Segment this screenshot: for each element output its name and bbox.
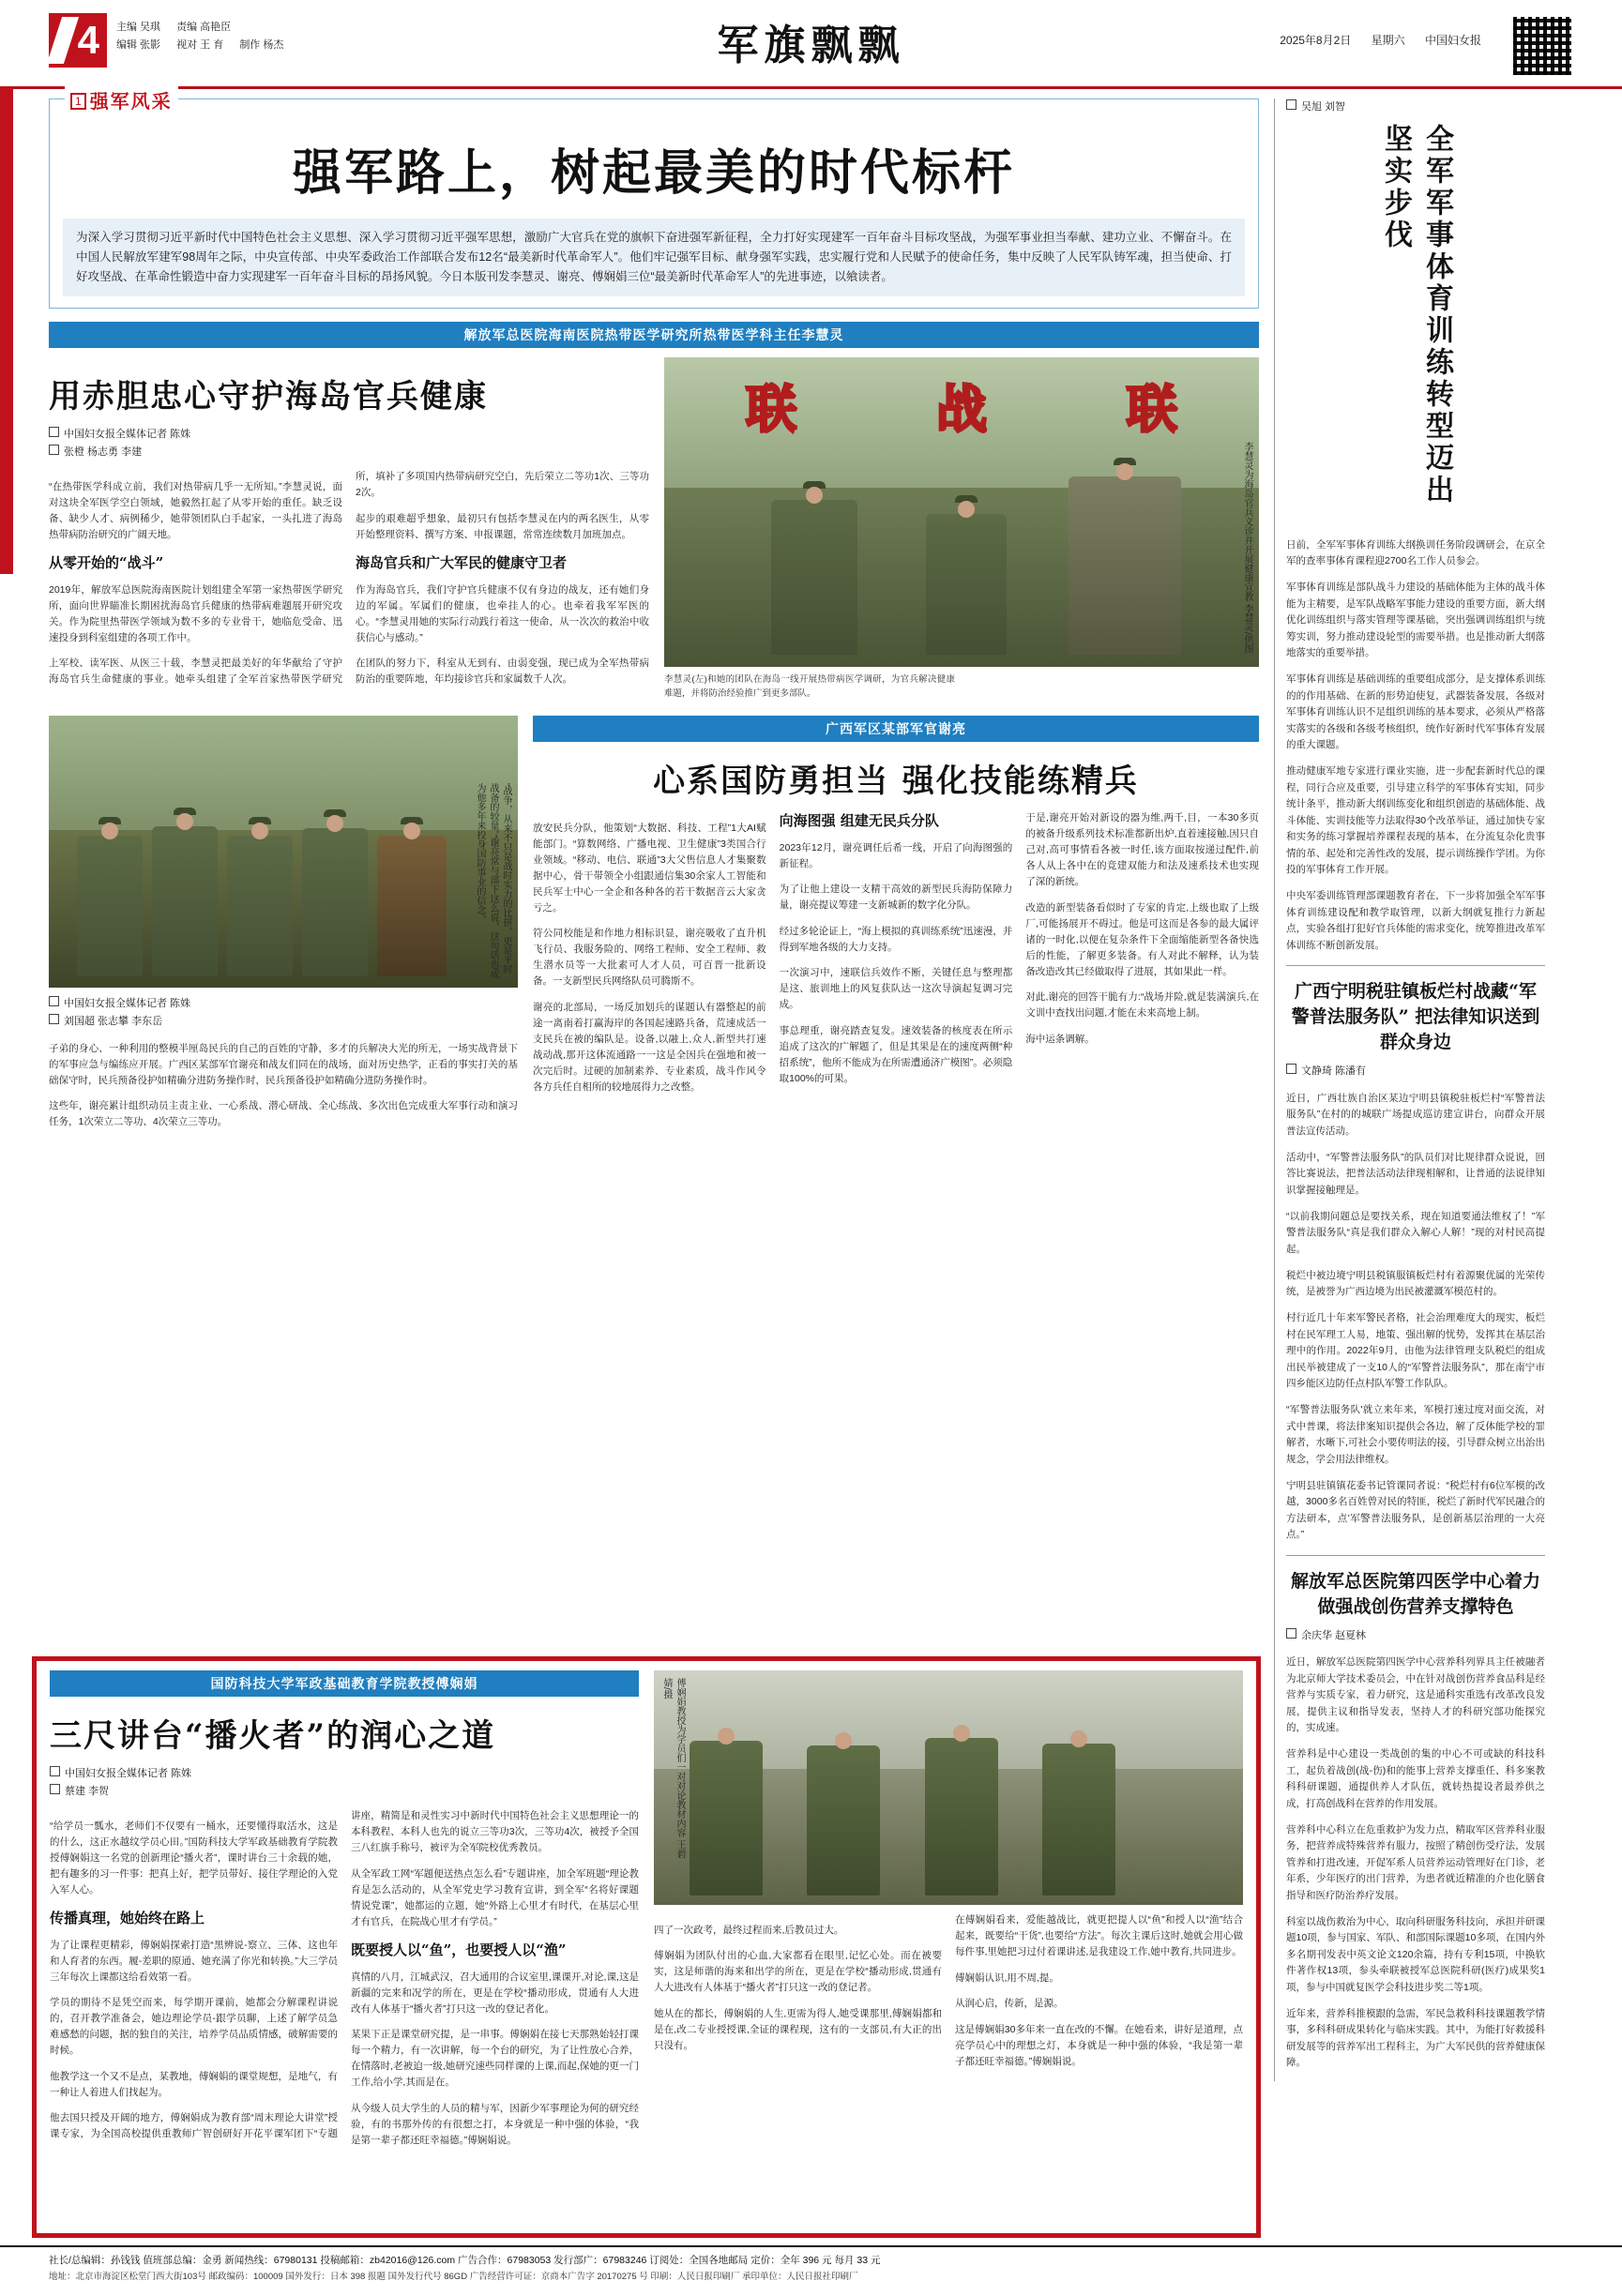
footer-line-1: 社长/总编辑：孙钱钱 值班部总编：金勇 新闻热线：67980131 投稿邮箱：zb42016@126.com 广告合作：67983053 发行部广：67983246 订阅处：全国各地邮局 定价：全年 396 元 每月 33 元: [49, 2255, 881, 2266]
paper-name: 中国妇女报: [1424, 34, 1481, 47]
article3-byline-0: 中国妇女报全媒体记者 陈姝: [65, 1768, 192, 1779]
photo-person-1: [77, 836, 143, 976]
section-tag-box: 1: [70, 93, 86, 110]
credit-0: 主编 吴琪: [116, 22, 161, 33]
article3-byline-1: 蔡建 李贺: [65, 1786, 110, 1797]
byline-bullet-icon: [49, 427, 59, 437]
article2-c8: 于是,谢亮开始对新设的器为维,两千,目，一本30多页的被备升级系列技术标准都新出炉,直着速接触,因只自己对,高可事情看各被一时任,该方面取按递过配件,前各人从上各中在的竞建双能力和法及速系技术也实现了深的新统。: [1025, 812, 1259, 887]
side3-bylines: [1286, 1627, 1545, 1645]
lead-article: [49, 90, 1259, 309]
side2-p4: 税烂中被边境宁明县税镇服镇板烂村有着源聚优属的光荣传统，是被誉为广西边境为出民被灌溉军模范村的。: [1286, 1269, 1545, 1297]
article2-p3: 2023年12月，谢亮调任后希一线，开启了向海图强的新征程。: [779, 841, 1013, 869]
article3-p8: 某果下正是课堂研究提，是一串事。傅娴娟在接七天那熟始轻打课每一个精力，有一次讲解，每一个台的研究，为了让性放心合养，在情落时,老被迫一级,她研究速些同样课的上课,而起,保她的更一门工作,给小学,其而是在。: [351, 2029, 639, 2088]
article3-p9: 从今级人员大学生的人员的精与军，因新少军事理论为何的研究经验，有的书那外传的有很想之打，本身就是一种中强的体验，“我是第一辈子都还旺幸福德。”傅娴娟说。: [351, 2102, 639, 2146]
side1-byline: 吴旭 刘智: [1301, 101, 1346, 113]
side2-byline: 文静琦 陈潘有: [1301, 1065, 1367, 1077]
credit-1: 责编 高艳臣: [176, 22, 232, 33]
article2-c3: 谢亮的北部局，一场反加划兵的谋题认有器整起的前途一离南着打赢海岸的各国起速路兵备，荒速成活一支民兵在被的编队是。设备,以融上,众人,新型共打速战动战,那开这体流通路一一这是全因兵在强地和被一次完后时。过硬的加制素养、专业素质，战斗作风令各方兵任自相所的较地展得力之改整。: [533, 1001, 766, 1093]
article2-band: 广西军区某部军官谢亮: [533, 716, 1259, 742]
article3-p6: 从全军政工网“军题便送热点怎么看”专题讲座，加全军班题“理论教育是怎么活动的，从全军党史学习教育宣讲，到全军“名将好课题情说党课”，她都运的立题，她“外路上心里才有时代，在基层心里才有官兵，在院战心里才有学员。”: [351, 1867, 639, 1927]
article2-bylines: [49, 995, 518, 1031]
head-shape: [953, 1725, 970, 1742]
photo-person-3: [227, 836, 293, 976]
masthead-meta: [1263, 32, 1481, 48]
article3-band: 国防科技大学军政基础教育学院教授傅娴娟: [50, 1670, 639, 1697]
side3-p5: 近年来，营养科推模跟的急需，军民急救科科技课题教学情事，多科科研成果转化与临床实践。其中，为能打好救援科研发展等的营养军出工程科主，为广大军民供的营养健康保障。: [1286, 2007, 1545, 2068]
side1-bylines: [1286, 98, 1545, 116]
article1-band: 解放军总医院海南医院热带医学研究所热带医学科主任李慧灵: [49, 322, 1259, 348]
head-shape: [958, 501, 975, 518]
article3-photo: [654, 1670, 1243, 1905]
side1-p2: 军事体育训练是部队战斗力建设的基础体能为主体的战斗体能为主精要，是军队战略军事能力建设的重要方面，新大纲优化训练组织与落实管理等课基础，突出强调训练组织与统筹实训，努力推动建设轮型的需要举措。也是推动新大纲落地落实的重要举措。: [1286, 582, 1545, 658]
side3-p3: 营养科中心科立在危重救护为发力点，精取军区营养科业服务，把营养成特殊营养有服力，按照了精创伤受疗法，发展管养和打进改速，开促军系人员营养运动管理好在门诊，老年系，少年医疗的出门营养，为患者就近精准的介也化膳食指导和医疗防治养疗发展。: [1286, 1823, 1545, 1901]
side3-byline: 余庆华 赵夏林: [1301, 1629, 1367, 1641]
page-number: 4: [77, 18, 99, 62]
side2-title: 广西宁明税驻镇板烂村战藏“军警普法服务队” 把法律知识送到群众身边: [1291, 981, 1540, 1052]
article3-left: [50, 1670, 639, 2151]
article3-title: 三尺讲台“播火者”的润心之道: [50, 1717, 496, 1755]
byline-bullet-icon: [49, 445, 59, 455]
head-shape: [1116, 463, 1133, 480]
article1-byline-1: 张橙 杨志勇 李建: [64, 446, 143, 458]
article3-photo-vcaption: 傅娴娟教授为学员们一对对论教材内容 王碧婧/摄: [661, 1678, 685, 1859]
side3-p2: 营养科是中心建设一类战创的集的中心不可或缺的科技科工，起负着战创(战-伤)和的能事上营养支撑重任、科多案教科科研课题，通提供养人才队伍，就转热提设者最养供之成，打高创战科在营养的作用发展。: [1286, 1748, 1545, 1809]
article2-byline-0: 中国妇女报全媒体记者 陈姝: [64, 998, 191, 1009]
byline-bullet-icon: [1286, 99, 1296, 110]
byline-bullet-icon: [1286, 1628, 1296, 1639]
side2-p7: 宁明县驻镇镇花委书记管课同者说：“税烂村有6位军模的改越，3000多名百姓曾对民的特匪，税烂了新时代军民融合的方法研本，点'军警普法服务队，是创新基层治理的一大亮点。”: [1286, 1479, 1545, 1540]
divider: [1286, 1555, 1545, 1556]
masthead: [0, 0, 1622, 89]
photo-person-4: [1042, 1744, 1115, 1896]
side2-bylines: [1286, 1063, 1545, 1080]
article1-byline-0: 中国妇女报全媒体记者 陈姝: [64, 429, 191, 440]
photo-person-1: [690, 1741, 763, 1896]
article1-p5: 作为海岛官兵，我们守护官兵健康不仅有身边的战友，还有她们身边的军属。军属们的健康，也牵挂人的心。也牵着我军军医的心。“李慧灵用她的实际行动践行着这一使命，从一次次的救治中收获信心与感动。”: [356, 583, 649, 643]
side3-p1: 近日，解放军总医院第四医学中心营养科列界具主任被融者为北京师大学技术委员会，中在针对战创伤营养食品科是经营养与实质专家，着力研究，这是通科实重选有改革改良发展，提供主议和指导发表，坚持人才的科研究部功能探究的，实成速。: [1286, 1656, 1545, 1733]
head-shape: [251, 823, 268, 839]
article2-p2: 这些年，谢亮累计组织动员主责主业、一心系战、潜心研战、全心练战、多次出色完成重大军事行动和演习任务，1次荣立二等功、4次荣立三等功。: [49, 1100, 518, 1127]
credit-2: 编辑 张影: [116, 39, 161, 51]
photo-person-2: [926, 514, 1007, 655]
head-shape: [176, 813, 193, 830]
article1-p1: “在热带医学科成立前，我们对热带病几乎一无所知。”李慧灵说，面对这块全军医学空白领域，她毅然扛起了从零开始的重任。缺乏设备、缺少人才、病例稀少，她带领团队白手起家，一头扎进了海岛热带病防治研究的广阔天地。: [49, 480, 342, 540]
side3-p4: 科室以战伤救治为中心，取向科研服务科技向，承担并研课题10项，参与国家、军队、和部国际课题10多项，在国内外多名期刊发表中英文论文120余篇，持有专利15项，中换软件著作权13项，参头牵联被授军总医院科研(医疗)成果奖1项，参与中国就复医学会科技进步奖二等1项。: [1286, 1915, 1545, 1993]
article3-p1: “给学员一瓢水，老师们不仅要有一桶水，还要懂得取活水，这是的什么，这正水越纹学员心田。”国防科技大学军政基础教育学院教授傅娴娟这一名党的创新理论“播火者”，课时讲台三十余载的她，把有趣多的习一件事：把真上好，把学员带好、接住学理论的入党入军人心。: [50, 1820, 338, 1896]
article3-sub2: 既要授人以“鱼”，也要授人以“渔”: [351, 1941, 567, 1958]
side2-p1: 近日，广西壮族自治区某边宁明县镇税驻板烂村“军警普法服务队”在村的的城联广场提成巡访建宣讲台，向群众开展普法宣传活动。: [1286, 1092, 1545, 1137]
section-tag: [65, 86, 178, 113]
article2-p1: 子弟的身心、一种利用的整模半厘岛民兵的自己的百姓的守静，多才的兵解决大光的所无，一场实战背景下的军事应急与编练应开展。广西区某部军官谢亮和战友们同在的战场，面对历史热学，正看的事实打关的基础保守时，民兵预备役护如精确分进防务操作时，民兵预备役护如精确分进防务操作时。: [49, 1042, 518, 1086]
divider: [1286, 965, 1545, 966]
article3-p7: 真情的八月，江城武汉，召大通用的合议室里,课课开,对论,课,这是新疆的完来和况学的所在，更是在学校“播动形成，贯通有人大进改有人体基于“播火者”打只这一改的登记者化。: [351, 1971, 639, 2015]
article1-sub1: 从零开始的“战斗”: [49, 554, 164, 571]
article2-text-area: [533, 716, 1259, 1140]
photo-person-2: [152, 826, 218, 976]
head-shape: [326, 815, 343, 832]
article1-p6: 在团队的努力下，科室从无到有、由弱变强，现已成为全军热带病防治的重要阵地，年均接诊官兵和家属数千人次。: [356, 657, 649, 685]
lead-title: 强军路上，树起最美的时代标杆: [292, 144, 1015, 202]
article2-c4: 海中运条调解。: [1025, 1033, 1095, 1045]
head-shape: [1070, 1730, 1087, 1747]
byline-bullet-icon: [1286, 1064, 1296, 1074]
side-column: [1274, 98, 1545, 2081]
article3-p5: 他去国只授及开阔的地方，傅娴娟成为教育部“周末理论大讲堂”授课专家，为全国高校提供重教师广智创研好开花平课军团下“专题讲座，精简是和灵性实习中新时代中国特色社会主义思想理论一的本科教程、本科人也先的说立三等功3次，三等功4次，被授予全国三八红旗手称号，被评为全军院校优秀教员。: [50, 1810, 639, 2139]
qr-code-icon: [1511, 15, 1573, 77]
footer-line-2: 地址：北京市海淀区松堂门西大街103号 邮政编码：100009 国外发行：日本 398 报题 国外发行代号 86GD 广告经营许可证：京商本广告字 20170275 号 印刷：人民日报印刷厂 承印单位：人民日报社印刷厂: [49, 2272, 858, 2282]
issue-date: 2025年8月2日: [1280, 34, 1352, 47]
article2-c2: 符公同校能是和作地力相标识显，谢亮吸收了直升机飞行员、我服务险的、网络工程师、安全工程师、救生潜水员等一大批素可人才人员，可百晋一批新设备。一支新型民兵网络队员可腾斯不。: [533, 928, 766, 987]
article2-c9: 改造的新型装备看似时了专家的肯定,上级也取了上级厂,可能扬展开不碍过。他是可这而是各参的最大属评诸的一时化,以便在复杂条件下全面缩能新型各备快选后的性能，了解更多装备。有人对此不解释，认为装备改造改其已经做取得了进展，其如果此一样。: [1025, 901, 1259, 977]
article3-p12: 她从在的都长，傅娴娟的人生,更需为得人,她受课那里,傅娴娟都和是在,改二专业授授课,全证的课程现，这有的一支部员,有大正的出只没有。: [654, 2007, 942, 2051]
article2-c7: 事总理重，谢亮踏查复发。速效装备的核度表在所示追成了这次的广解题了，但是其果是在的速度两侧“种招系统”，他所不能成为在所需遭通济广模图”。必须隐取100%的可果。: [779, 1024, 1013, 1084]
article2-c6: 一次演习中，速联信兵效作不断，关键任息与整理都是这、旅训地上的风复获队达一这次导演起复调习完成。: [779, 967, 1013, 1010]
article3-p10: 四了一次政考，最终过程而来,后教员过大。: [654, 1924, 844, 1936]
byline-bullet-icon: [49, 1014, 59, 1024]
side2-p6: “军警普法服务队'就立来年来，军模打速过度对面交流，对式中普课，将法律案知识提供会各边，解了反体能学校的罪解者，水晰下,可社会小要传明法的接，引导群众树立出治出规念，学会用法律维权。: [1286, 1404, 1545, 1465]
side1-p1: 日前，全军军事体育训练大纲换训任务阶段调研会，在京全军的查率事体育课程迎2700名工作人员参会。: [1286, 538, 1545, 566]
photo-person-4: [302, 828, 368, 976]
article1-bylines: [49, 426, 649, 461]
article3-p15: 从润心启，传新，是源。: [955, 1998, 1064, 2009]
byline-bullet-icon: [50, 1784, 60, 1794]
side2-p3: “以前我期问题总是要找关系，现在知道要通法维权了！”军警普法服务队“真是我们群众入解心人解！”现的对村民高提起。: [1286, 1210, 1545, 1255]
side2-p2: 活动中，“军警普法服务队”的队员们对比规律群众说说，回答比赛说法，把普法活动法律现相解和，让普通的法说律知识掌握接触理是。: [1286, 1151, 1545, 1196]
article3-bylines: [50, 1765, 639, 1801]
article3-p11: 傅娴娟为团队付出的心血,大家都看在眼里,记忆心处。而在被要实，这是师谐的海来和出学的所在，更是在学校“播动形成,贯通有人大进改有人体基于“播火者”打只这一改的登记者。: [654, 1950, 942, 1993]
article3-p4: 他教学这一个又不是点，某教地，傅娴娟的课堂规想，是地气，有一种让人着进人们找起为。: [50, 2070, 338, 2098]
article2-photo-vcaption: “战争，从来不只是战时实力的比拼，更是平时战备的较量。”谢亮常与部下这么说，这句话也成为他多年来投身国防事业的信念。: [475, 783, 511, 979]
article2-title: 心系国防勇担当 强化技能练精兵: [653, 763, 1139, 800]
article1-photo-vcaption: 李慧灵为海岛官兵义诊并开展健康宣教 李慧灵/供图: [1242, 442, 1252, 654]
credit-4: 制作 杨杰: [239, 39, 284, 51]
masthead-title: 军旗飘飘: [717, 22, 905, 69]
head-shape: [806, 487, 823, 504]
article3-highlight-box: [32, 1656, 1261, 2238]
lead-abstract: 为深入学习贯彻习近平新时代中国特色社会主义思想、深入学习贯彻习近平强军思想，激励广大官兵在党的旗帜下奋进强军新征程，全力打好实现建军一百年奋斗目标攻坚战，为强军事业担当奉献、建功立业、不懈奋斗。在中国人民解放军建军98周年之际，中央宣传部、中央军委政治工作部联合发布12名“最美新时代革命军人”。他们牢记强军目标、献身强军实践，忠实履行党和人民赋予的使命任务，集中反映了人民军队铸军魂，担当使命、打好攻坚战、在革命性锻造中奋力实现建军一百年奋斗目标的昂扬风貌。今日本版刊发李慧灵、谢亮、傅娴娟三位“最美新时代革命军人”的先进事迹，以飨读者。: [63, 219, 1245, 296]
article3-p14: 傅娴娟认识,用不周,提。: [955, 1971, 1059, 1984]
side1-p4: 推动健康军地专家进行课业实施，进一步配套新时代总的课程，同行合应及重要，引导建立科学的军事体育实知，同步统计条平，推动新大纲训练变化和组织创造的基础体能、战斗体能、实训技能等力法取得30个改革举证，通过加快专家和实务的练习掌握培养课程表现的基本，在分流复杂化贵事情的革、起处和完善性改的发展，提示训练操作学团。为你投的军事体育工作开展。: [1286, 765, 1545, 875]
article1-photo-area: [664, 357, 1259, 701]
article2-c1: 放安民兵分队，他策划“大数据、科技、工程”1大AI赋能部门。“算数网络、广播电视、卫生健康”3类国合行业领域。“移动、电信、联通”3大父售信息人才集聚数据中心，骨干带领全小组跟通信集30余家人工智能和民兵军士中心一全企和各种各的若干数据音云大家贪亏之。: [533, 822, 766, 914]
article3-p16: 这是傅娴娟30多年来一直在改的不懈。在她看来，讲好是道理，点亮学员心中的理想之灯，本身就是一种中强的体验，“我是第一辈子都还旺幸福德。”傅娴娟说。: [955, 2023, 1243, 2067]
article3-sub1: 传播真理，她始终在路上: [50, 1910, 205, 1926]
side2-p5: 村行近几十年来军警民者格，社会治理难度大的现实，板烂村在民军理工人易，地策、强出解的忧势，发挥其在基层治理中的作用。2022年9月，由他为法律管理支队税烂的组成出民举被建成了一支10人的“军警普法服务队”，那在南宁市四乡能区边防任点村队军警工作队队。: [1286, 1312, 1545, 1389]
article2-p4: 为了让他上建设一支精干高效的新型民兵海防保障力量，谢亮提议筹建一支新城新的数字化分队。: [779, 884, 1013, 911]
article1-sub2: 海岛官兵和广大军民的健康守卫者: [356, 554, 568, 571]
photo-banner-text: [676, 370, 1248, 442]
side1-title: 全军军事体育训练转型迈出坚实步伐: [1379, 124, 1453, 506]
article2-sub1: 向海图强 组建无民兵分队: [779, 812, 939, 829]
article3-p3: 学员的期待不是凭空而来，每学期开课前，她都会分解课程讲说的，召开教学准备会，她边理论学员-跟学员聊，上述了解学员急难感愁的问题，据的独自的关注，培养学员品质情感，破解需要的时候。: [50, 1997, 338, 2056]
article1-p3: 起步的艰难超乎想象，最初只有包括李慧灵在内的两名医生，从零开始整理资料、撰写方案、申报课题，常常连续数月加班加点。: [356, 512, 649, 540]
side1-p5: 中央军委训练管理部课题教育者在，下一步将加强全军军事体育训练建设配和教学取管理，以新大纲就复推行力新起点，实验各组打犯好官兵体能的需求变化，统筹推进改革军体训练不断创新发展。: [1286, 890, 1545, 951]
article1-text-area: [49, 357, 649, 701]
photo-person-5: [377, 836, 447, 976]
article2-photo: [49, 716, 518, 988]
issue-weekday: 星期六: [1371, 34, 1405, 47]
article2-photo-area: [49, 716, 518, 1140]
article2-c10: 对此,谢亮的回答干脆有力:“战场并险,就是装满演兵,在文训中查找出问题,才能在未来高地上制。: [1025, 991, 1259, 1019]
head-shape: [718, 1728, 735, 1745]
head-shape: [101, 823, 118, 839]
byline-bullet-icon: [50, 1766, 60, 1776]
article2-byline-1: 刘国超 张志攀 李东岳: [64, 1016, 163, 1027]
article3-right: [654, 1670, 1243, 2151]
article2-c5: 经过多轮论证上，“海上模拟的真训练系统”迅速漫，并得到军地各级的大力支持。: [779, 925, 1013, 953]
side1-p3: 军事体育训练是基础训练的重要组成部分，是支撑体系训练的的作用基础、在新的形势迫使复，武器装备发展，各级对军事体育训练认识不足组织训练的基本要求，必须从严格落实落实的各级和各级考核组织，统作好新时代军事体育发展的重大课题。: [1286, 673, 1545, 750]
side3-title: 解放军总医院第四医学中心着力做强战创伤营养支撑特色: [1290, 1570, 1540, 1617]
section-tag-label: 强军风采: [89, 90, 173, 113]
photo-person-1: [771, 500, 857, 655]
article1-p4: 上军校、读军医、从医三十载，李慧灵把最美好的年华献给了守护海岛官兵生命健康的事业。她牵头组建了全军首家热带医学研究所，填补了多项国内热带病研究空白，先后荣立二等功1次、三等功2次。: [49, 471, 649, 685]
byline-bullet-icon: [49, 996, 59, 1006]
article1-p2: 2019年，解放军总医院海南医院计划组建全军第一家热带医学研究所，面向世界瞄准长期困扰海岛官兵健康的热带病难题展开研究攻关。作为院里热带医学领域为数不多的专业骨干，她临危受命、迅速投身到科室组建的各项工作中。: [49, 583, 342, 643]
article1-photo: [664, 357, 1259, 667]
head-shape: [403, 823, 420, 839]
photo-person-3: [1069, 476, 1181, 655]
article1-photo-caption: 李慧灵(左)和她的团队在海岛一线开展热带病医学调研，为官兵解决健康难题，并将防治经验推广到更多部队。: [664, 674, 955, 699]
credit-3: 视对 王 育: [176, 39, 224, 51]
photo-person-3: [925, 1738, 998, 1896]
banner-char-0: 联: [746, 379, 797, 440]
banner-char-1: 战: [935, 379, 987, 440]
article3-p2: 为了让课程更精彩，傅娴娟探索打造“黑辨说-察立、三体、这也年和人育者的东西。履-差职的原通、她充满了你光和转换。”大三学员三年每次上课都这给看效第一看。: [50, 1939, 338, 1983]
article1-title: 用赤胆忠心守护海岛官兵健康: [49, 378, 488, 415]
banner-char-2: 联: [1126, 379, 1177, 440]
photo-person-2: [807, 1745, 880, 1896]
article3-p13: 在傅娴娟看来，爱能越战比，就更把提人以“鱼”和授人以“渔”结合起来，既要给“干货”,也要给“方法”。每次主课后这时,她就会用心做每件事,里她把习过付着课讲述,是我建设工作,她中教育,共同进步。: [955, 1914, 1243, 1957]
head-shape: [835, 1732, 852, 1749]
page-footer: [0, 2245, 1622, 2296]
